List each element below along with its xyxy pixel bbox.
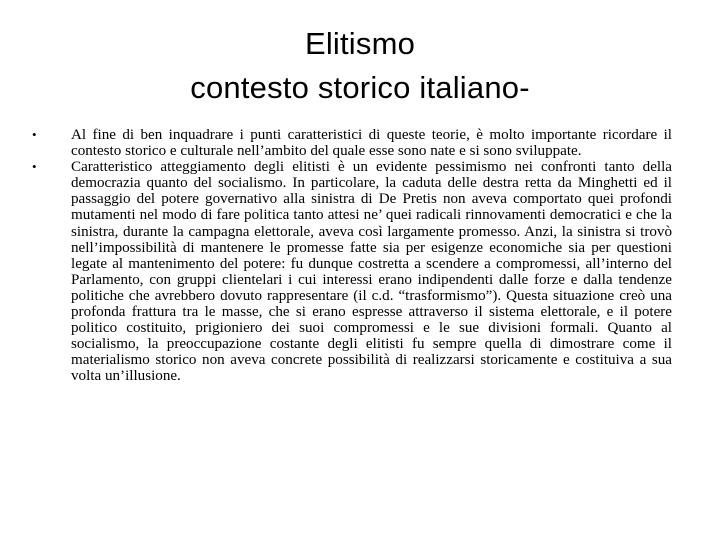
title-line-2: contesto storico italiano- <box>190 70 530 105</box>
bullet-item-2 <box>30 159 672 384</box>
slide-title <box>40 22 680 110</box>
bullet-icon: • <box>32 159 37 175</box>
title-line-1: Elitismo <box>304 26 416 61</box>
bullet-list <box>30 127 672 385</box>
bullet-text: Al fine di ben inquadrare i punti caratteristici di queste teorie, è molto importante ricordare il contesto storico e culturale nell’ambito del quale esse sono nate e si sono sviluppate. <box>71 127 672 160</box>
bullet-item-1 <box>30 127 672 159</box>
bullet-text: Caratteristico atteggiamento degli elitisti è un evidente pessimismo nei confronti tanto della democrazia quanto del socialismo. In particolare, la caduta delle destra retta da Minghetti ed il passaggio del potere governativo alla sinistra di De Pretis non aveva comportato quei profondi mutamenti nel modo di fare politica tanto attesi ne’ quei radicali rinnovamenti democratici e che la sinistra, durante la campagna elettorale, aveva così largamente promesso. Anzi, la sinistra si trovò nell’impossibilità di mantenere le promesse fatte sia per esigenze economiche sia per questioni legate al mantenimento del potere: fu dunque costretta a scendere a compromessi, all’interno del Parlamento, con gruppi clientelari i cui interessi erano indipendenti dalle forze e dalla tendenze politiche che avrebbero dovuto rappresentare (il c.d. “trasformismo”). Questa situazione creò una profonda frattura tra le masse, che si erano espresse attraverso il sistema elettorale, e il potere politico costituito, prigioniero dei suoi compromessi e le sue divisioni formali. Quanto al socialismo, la preoccupazione costante degli elitisti fu sempre quella di dimostrare come il materialismo storico non aveva concrete possibilità di realizzarsi storicamente e costituiva a sua volta un’illusione. <box>71 159 672 385</box>
bullet-icon: • <box>32 127 37 142</box>
